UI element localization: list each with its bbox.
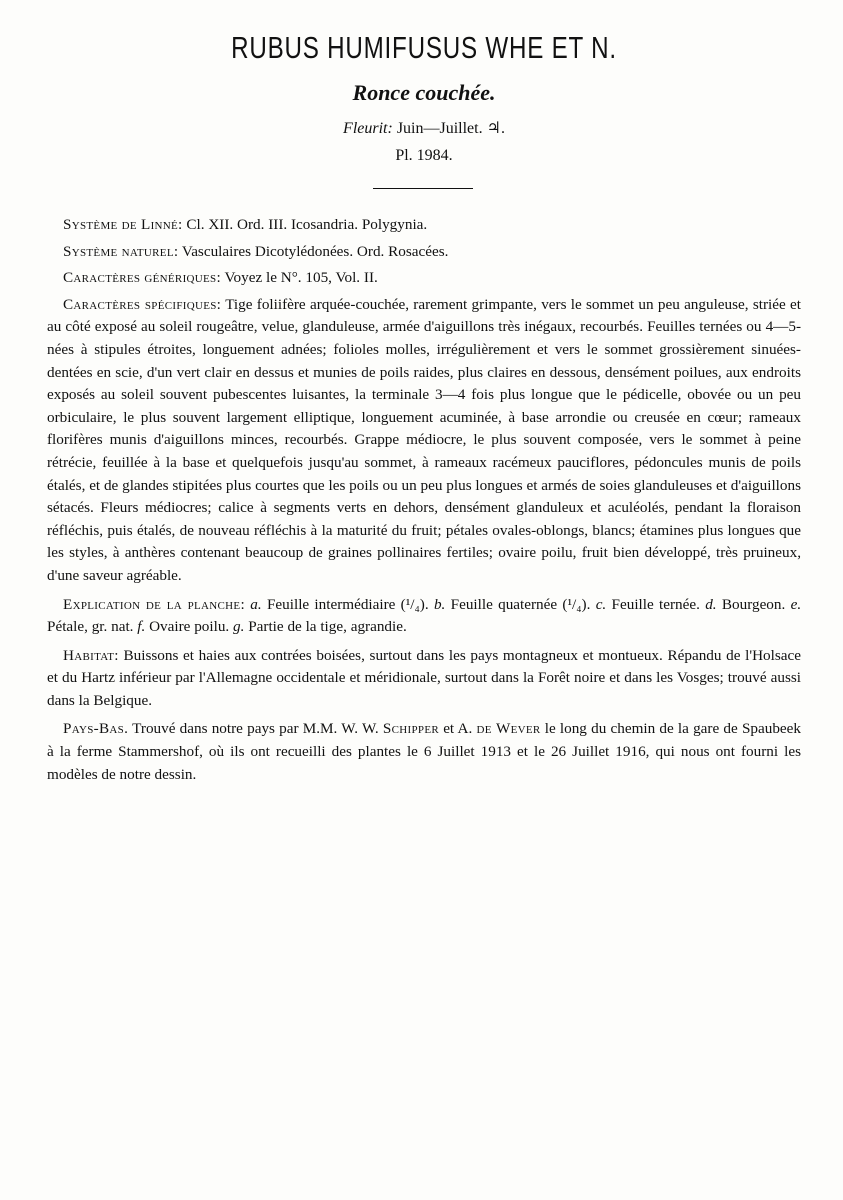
section-text: Cl. XII. Ord. III. Icosandria. Polygynia.: [186, 216, 428, 233]
common-name: Ronce couchée.: [352, 80, 496, 105]
title-divider: [373, 188, 473, 189]
flowering-label: Fleurit:: [343, 120, 393, 137]
section-text: Voyez le N°. 105, Vol. II.: [224, 269, 378, 287]
figure-text: Pétale, gr. nat.: [47, 618, 134, 636]
section-naturel: [47, 241, 801, 264]
figure-text: Feuille ternée.: [611, 595, 700, 613]
section-text: Buissons et haies aux contrées boisées, surtout dans les pays montagneux et montueux. Répandu de l'Holsace et du Hartz inférieur par l'Allemagne occidentale et méridionale, surtout dans la Forêt noire et dans les Vosges; trouvé aussi dans la Belgique.: [47, 646, 801, 709]
section-text: et A.: [443, 720, 473, 738]
section-habitat: [47, 645, 801, 713]
section-label: Habitat:: [63, 646, 119, 664]
figure-text: Feuille quaternée (¹/₄).: [450, 595, 591, 613]
figure-key: g.: [233, 618, 245, 636]
section-text: Tige foliifère arquée-couchée, rarement grimpante, vers le sommet un peu anguleuse, striée et au côté exposé au soleil rougeâtre, velue, glanduleuse, armée d'aiguillons très inégaux, recourbés. Feuilles ternées ou 4—5-nées à stipules étroites, longuement adnées; folioles molles, irrégulièrement et vers le sommet grossièrement sinuées-dentées en scie, d'un vert clair en dessus et munies de poils raides, plus claires en dessous, densément poilues, aux endroits exposés au soleil souvent pubescentes luisantes, la terminale 3—4 fois plus longue que le pédicelle, obovée ou un peu orbiculaire, le plus souvent largement elliptique, longuement acuminée, à base arrondie ou creusée en cœur; rameaux florifères munis d'aiguillons minces, recourbés. Grappe médiocre, le plus souvent composée, vers le sommet à peine rétrécie, feuillée à la base et quelquefois jusqu'au sommet, à rameaux racémeux pauciflores, pédoncules munis de poils étalés, et de glandes stipitées plus courtes que les poils ou un peu plus longues et armés de soies glanduleuses et d'aiguillons sétacés. Fleurs médiocres; calice à segments verts en dehors, densément glanduleux et aculéolés, pendant la floraison réfléchis, puis étalés, de nouveau réfléchis à la maturité du fruit; pétales ovales-oblongs, blancs; étamines plus longues que les styles, à anthères contenant beaucoup de graines pollinaires fertiles; ovaire poilu, fruit bien développé, très pruineux, d'une saveur agréable.: [47, 295, 801, 584]
flowering-value: Juin—Juillet. ♃.: [396, 120, 505, 137]
collector-name: Schipper: [382, 720, 439, 738]
figure-text: Partie de la tige, agrandie.: [248, 618, 407, 636]
section-specifiques: [47, 294, 801, 588]
section-linne: [47, 214, 801, 237]
section-label: Caractères spécifiques:: [63, 295, 222, 313]
section-text: le long du chemin de la gare de Spaubeek à la ferme Stammershof, où ils ont recueilli des plantes le 6 Juillet 1913 et le 26 Juillet 1916, qui nous ont fourni les modèles de notre dessin.: [47, 720, 802, 783]
figure-key: e.: [790, 595, 802, 613]
flowering-line: [5, 118, 843, 138]
species-title: RUBUS HUMIFUSUS WHE ET N.: [231, 30, 617, 65]
figure-key: f.: [137, 618, 146, 636]
section-label: Caractères génériques:: [63, 269, 221, 287]
section-text: Vasculaires Dicotylédonées. Ord. Rosacées.: [181, 242, 449, 260]
figure-text: Feuille intermédiaire (¹/₄).: [266, 595, 429, 613]
figure-key: d.: [705, 595, 717, 613]
section-explication: [47, 594, 801, 639]
figure-key: a.: [250, 595, 262, 613]
collector-name: de Wever: [476, 720, 541, 738]
section-label: Système naturel:: [63, 242, 179, 260]
figure-text: Bourgeon.: [721, 595, 786, 613]
description-body: [47, 214, 801, 792]
plate-number: Pl. 1984.: [395, 147, 453, 164]
section-generiques: [47, 267, 801, 290]
figure-key: b.: [433, 595, 446, 613]
section-label: Système de Linné:: [63, 216, 183, 233]
figure-text: Ovaire poilu.: [149, 618, 230, 636]
section-paysbas: [47, 718, 801, 786]
section-label: Pays-Bas.: [63, 720, 129, 738]
section-label: Explication de la planche:: [63, 595, 245, 613]
section-text: Trouvé dans notre pays par M.M. W. W.: [132, 720, 379, 738]
figure-key: c.: [595, 595, 607, 613]
